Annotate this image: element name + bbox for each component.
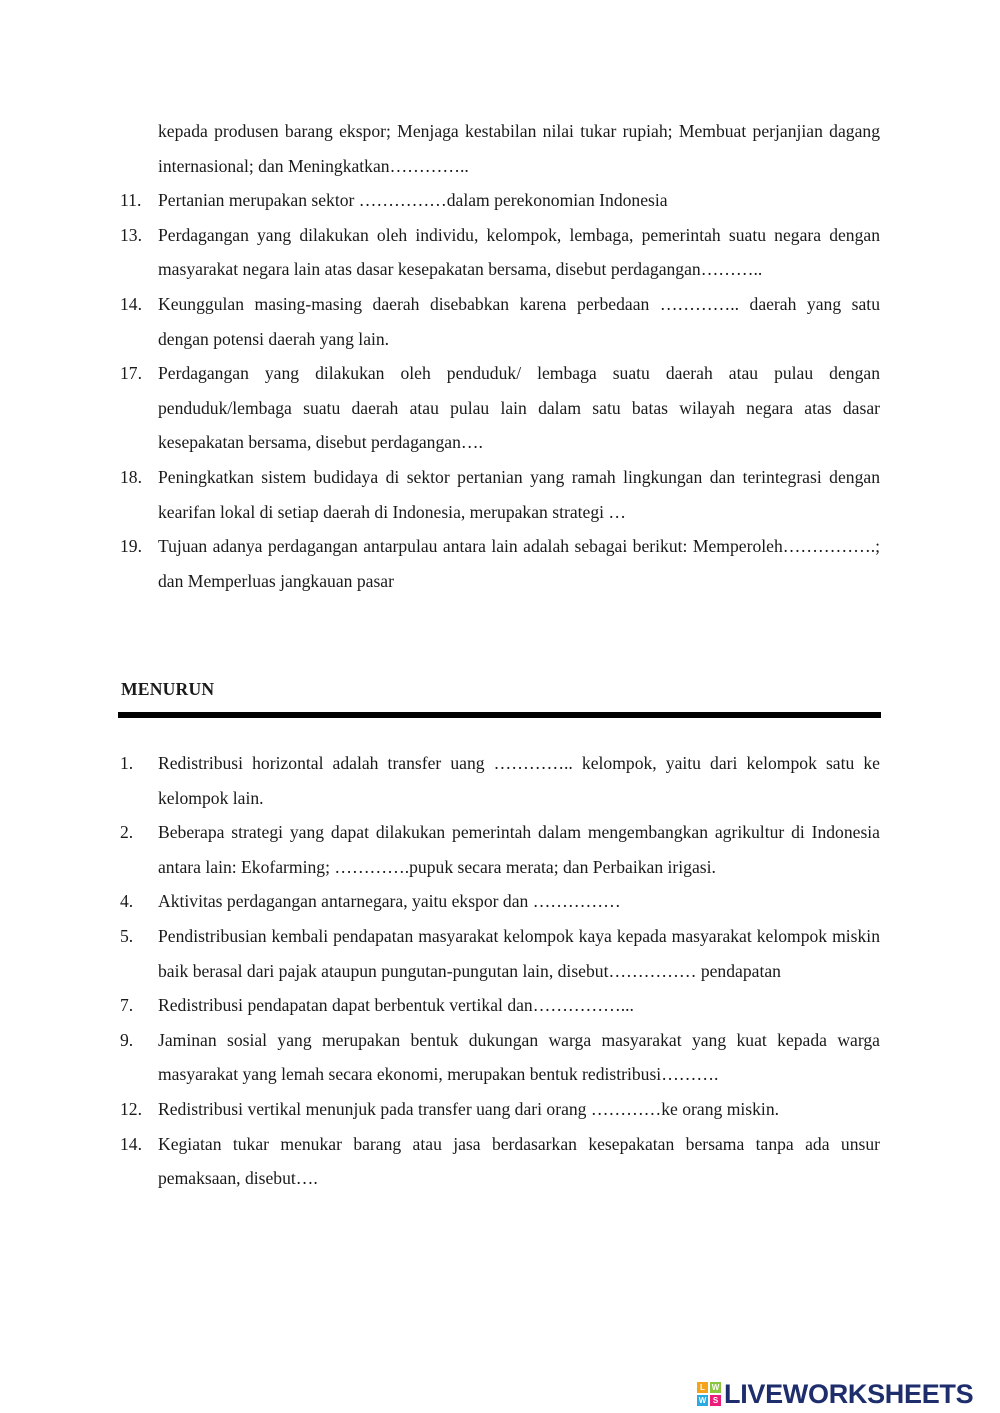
- item-number: 5.: [120, 925, 134, 946]
- list-item: [120, 988, 880, 1023]
- list-item: [120, 815, 880, 884]
- item-text: Redistribusi horizontal adalah transfer uang ………….. kelompok, yaitu dari kelompok satu ke kelompok lain.: [158, 753, 880, 808]
- item-text: Kegiatan tukar menukar barang atau jasa berdasarkan kesepakatan bersama tanpa ada unsur pemaksaan, disebut….: [158, 1133, 880, 1189]
- item-number: 9.: [120, 1029, 134, 1050]
- item-number: 14.: [120, 1133, 142, 1154]
- item-text: Aktivitas perdagangan antarnegara, yaitu ekspor dan ……………: [158, 891, 621, 912]
- item-text: Tujuan adanya perdagangan antarpulau antara lain adalah sebagai berikut: Memperoleh…………….; dan Memperluas jangkauan pasar: [158, 536, 880, 591]
- list-item: [120, 218, 880, 287]
- top-question-list: [120, 114, 880, 598]
- continuation-text: kepada produsen barang ekspor; Menjaga kestabilan nilai tukar rupiah; Membuat perjanjian dagang internasional; dan Meningkatkan…………..: [158, 121, 880, 176]
- item-number: 18.: [120, 466, 142, 487]
- section-heading: MENURUN: [121, 679, 215, 699]
- item-number: 1.: [120, 753, 134, 773]
- list-item: [120, 1092, 880, 1127]
- list-item: [120, 356, 880, 460]
- list-item: [120, 884, 880, 919]
- item-text: Peningkatkan sistem budidaya di sektor pertanian yang ramah lingkungan dan terintegrasi dengan kearifan lokal di setiap daerah di Indonesia, merupakan strategi …: [158, 466, 880, 522]
- item-text: Perdagangan yang dilakukan oleh individu, kelompok, lembaga, pemerintah suatu negara dengan masyarakat negara lain atas dasar kesepakatan bersama, disebut perdagangan………..: [158, 224, 880, 280]
- list-item: [120, 287, 880, 356]
- item-number: 19.: [120, 536, 142, 557]
- list-item: [120, 746, 880, 815]
- item-number: 7.: [120, 995, 134, 1016]
- list-item: [120, 460, 880, 529]
- list-item: [120, 1127, 880, 1196]
- item-number: 12.: [120, 1098, 142, 1119]
- item-text: Keunggulan masing-masing daerah disebabkan karena perbedaan ………….. daerah yang satu dengan potensi daerah yang lain.: [158, 293, 880, 349]
- logo-letter: L: [697, 1382, 708, 1393]
- item-number: 2.: [120, 822, 134, 843]
- bottom-question-list: [120, 746, 880, 1196]
- list-item: [120, 183, 880, 218]
- brand-name: LIVEWORKSHEETS: [724, 1378, 974, 1409]
- item-text: Perdagangan yang dilakukan oleh penduduk/ lembaga suatu daerah atau pulau dengan penduduk/lembaga suatu daerah atau pulau lain dalam satu batas wilayah negara atas dasar kesepakatan bersama, disebut perdagangan….: [158, 363, 880, 453]
- list-item: [120, 529, 880, 598]
- item-text: Redistribusi vertikal menunjuk pada transfer uang dari orang …………ke orang miskin.: [158, 1098, 780, 1119]
- item-text: Pertanian merupakan sektor ……………dalam perekonomian Indonesia: [158, 190, 668, 211]
- item-text: Pendistribusian kembali pendapatan masyarakat kelompok kaya kepada masyarakat kelompok miskin baik berasal dari pajak ataupun pungutan-pungutan lain, disebut…………… pendapatan: [158, 925, 880, 981]
- item-number: 4.: [120, 891, 134, 912]
- liveworksheets-brand[interactable]: [697, 1376, 973, 1412]
- item-number: 14.: [120, 293, 142, 314]
- item-text: Jaminan sosial yang merupakan bentuk dukungan warga masyarakat yang kuat kepada warga masyarakat yang lemah secara ekonomi, merupakan bentuk redistribusi……….: [158, 1029, 880, 1085]
- section-divider: [118, 712, 881, 718]
- list-item: [120, 919, 880, 988]
- logo-letter: S: [710, 1395, 721, 1406]
- liveworksheets-logo-icon: [697, 1382, 721, 1406]
- item-text: Beberapa strategi yang dapat dilakukan pemerintah dalam mengembangkan agrikultur di Indonesia antara lain: Ekofarming; ………….pupuk secara merata; dan Perbaikan irigasi.: [158, 822, 880, 877]
- logo-letter: W: [698, 1396, 707, 1405]
- item-number: 17.: [120, 363, 142, 384]
- logo-letter: W: [711, 1383, 720, 1392]
- item-number: 13.: [120, 224, 142, 245]
- item-number: 11.: [120, 190, 142, 211]
- item-text: Redistribusi pendapatan dapat berbentuk vertikal dan……………...: [158, 995, 634, 1016]
- list-item: [120, 1023, 880, 1092]
